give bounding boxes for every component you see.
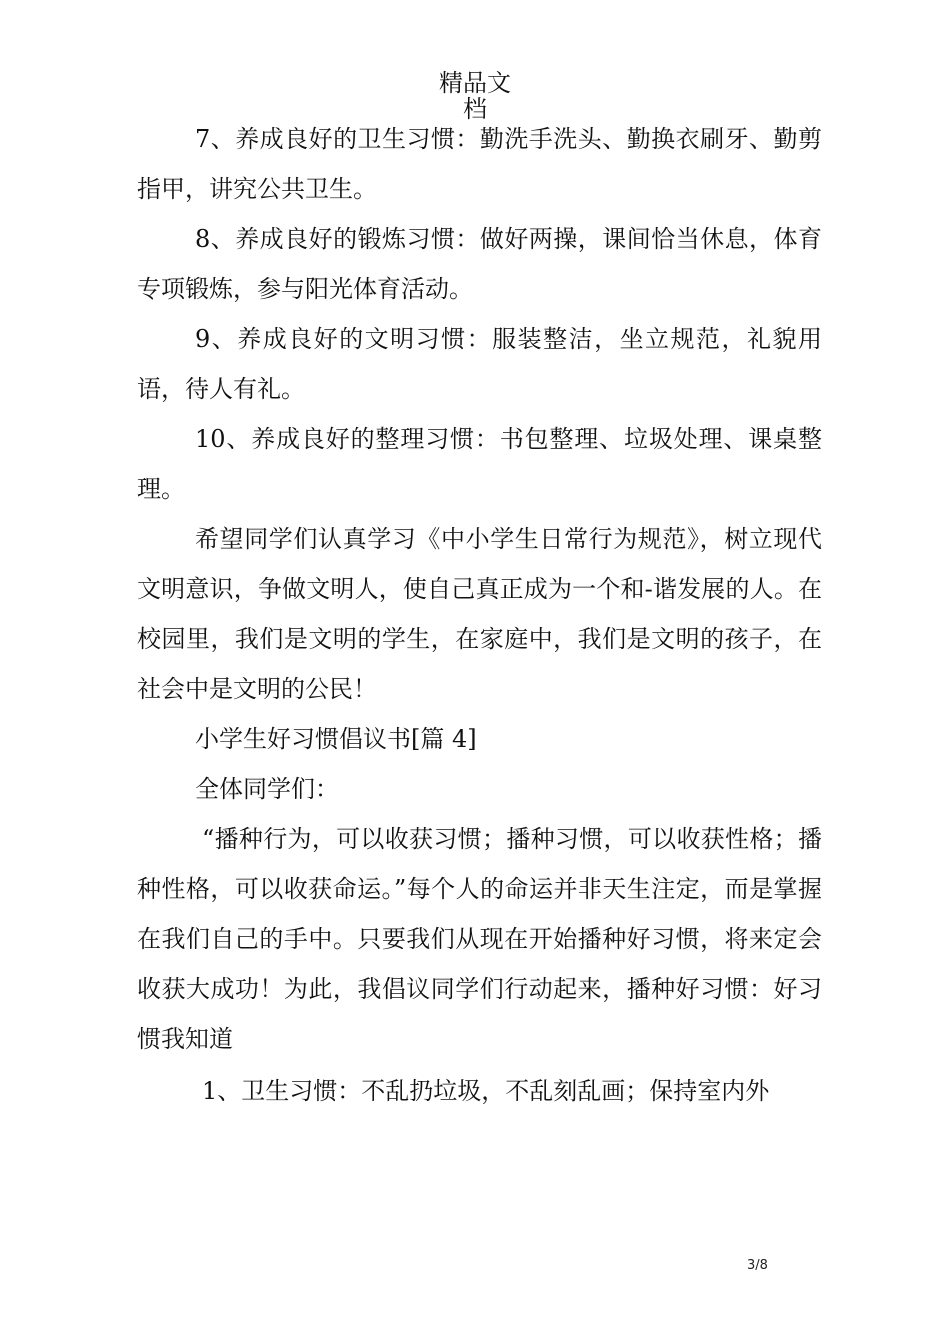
paragraph-hope: 希望同学们认真学习《中小学生日常行为规范》，树立现代文明意识，争做文明人，使自己真正成为一个和-谐发展的人。在校园里，我们是文明的学生，在家庭中，我们是文明的孩子，在社会中是文明的公民！ bbox=[137, 525, 822, 703]
header-line-1: 精品文 bbox=[439, 69, 511, 97]
header-line-2: 档 bbox=[463, 95, 487, 123]
document-body bbox=[137, 114, 822, 1116]
paragraph-hygiene-habit: 1、卫生习惯：不乱扔垃圾，不乱刻乱画；保持室内外 bbox=[202, 1077, 770, 1105]
paragraph-habit-7: 7、养成良好的卫生习惯：勤洗手洗头、勤换衣刷牙、勤剪指甲，讲究公共卫生。 bbox=[137, 125, 822, 203]
page-number: 3/8 bbox=[747, 1258, 768, 1273]
paragraph-quote: “播种行为，可以收获习惯；播种习惯，可以收获性格；播种性格，可以收获命运。”每个人的命运并非天生注定，而是掌握在我们自己的手中。只要我们从现在开始播种好习惯，将来定会收获大成功！为此，我倡议同学们行动起来，播种好习惯：好习惯我知道 bbox=[137, 825, 822, 1053]
salutation: 全体同学们： bbox=[195, 775, 339, 803]
paragraph-habit-9: 9、养成良好的文明习惯：服装整洁，坐立规范，礼貌用语，待人有礼。 bbox=[137, 325, 822, 403]
paragraph-habit-10: 10、养成良好的整理习惯：书包整理、垃圾处理、课桌整理。 bbox=[137, 425, 822, 503]
section-title: 小学生好习惯倡议书[篇 4] bbox=[195, 725, 477, 753]
paragraph-habit-8: 8、养成良好的锻炼习惯：做好两操，课间恰当休息，体育专项锻炼，参与阳光体育活动。 bbox=[137, 225, 822, 303]
